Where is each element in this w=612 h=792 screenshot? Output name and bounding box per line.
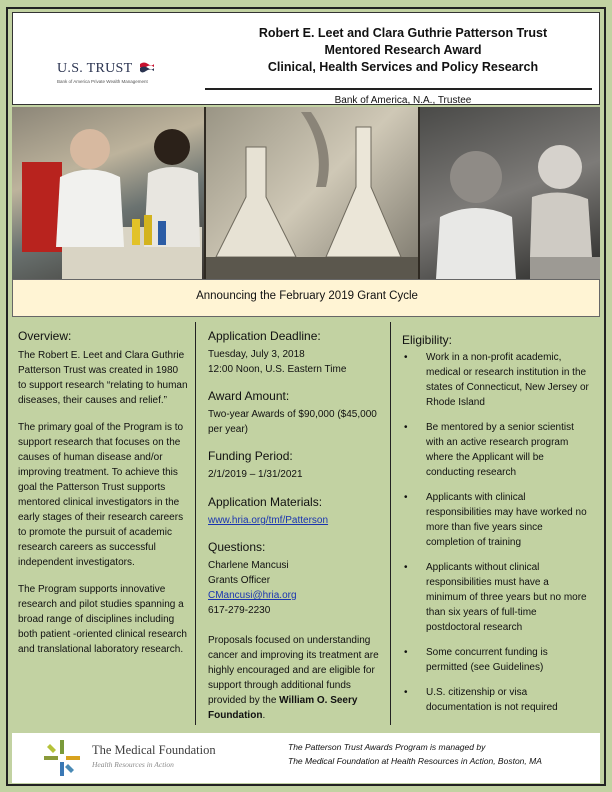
questions-heading: Questions: — [208, 540, 266, 554]
banner-text: Announcing the February 2019 Grant Cycle — [196, 290, 418, 302]
trustee-line: Bank of America, N.A., Trustee — [334, 95, 472, 106]
funding-text: 2/1/2019 – 1/31/2021 — [208, 469, 303, 480]
announcement-banner — [12, 279, 600, 317]
column-divider-1 — [195, 322, 196, 725]
eligibility-list — [402, 350, 592, 715]
focus-text: Proposals focused on understanding cancer and improving its treatment are highly encouraged and are eligible for support through additional funds provided by the — [208, 635, 379, 706]
eligibility-item-text: U.S. citizenship or visa documentation is not required — [426, 687, 558, 713]
clinician-child-photo — [420, 107, 600, 279]
eligibility-item — [402, 420, 592, 480]
eligibility-column — [402, 332, 592, 725]
contact-name: Charlene Mancusi — [208, 560, 289, 571]
deadline-time: 12:00 Noon, U.S. Eastern Time — [208, 364, 347, 375]
bullet-icon: • — [404, 647, 408, 658]
footer — [12, 733, 600, 783]
eligibility-item-text: Applicants with clinical responsibilities may have worked no more than five years since completion of training — [426, 492, 587, 548]
page-title — [203, 25, 603, 76]
us-trust-logo — [43, 51, 165, 91]
contact-title: Grants Officer — [208, 575, 271, 586]
focus-paragraph — [208, 633, 384, 723]
overview-heading: Overview: — [18, 329, 72, 343]
us-trust-flag-icon — [139, 61, 155, 75]
logo-subtitle: Bank of America Private Wealth Management — [57, 79, 148, 84]
title-line-2: Mentored Research Award — [324, 43, 482, 57]
eligibility-item-text: Some concurrent funding is permitted (see Guidelines) — [426, 647, 548, 673]
contact-email-link[interactable]: CMancusi@hria.org — [208, 590, 297, 601]
footer-note — [288, 740, 588, 768]
lab-glassware-photo — [206, 107, 418, 279]
header-divider — [205, 88, 592, 90]
eligibility-item — [402, 645, 592, 675]
deadline-date: Tuesday, July 3, 2018 — [208, 349, 305, 360]
eligibility-item — [402, 350, 592, 410]
header — [12, 12, 600, 105]
award-text: Two-year Awards of $90,000 ($45,000 per year) — [208, 409, 377, 435]
seery-foundation: William O. Seery Foundation — [208, 695, 358, 721]
photo-strip — [12, 107, 600, 279]
lab-researchers-photo — [12, 107, 204, 279]
materials-link[interactable]: www.hria.org/tmf/Patterson — [208, 515, 329, 526]
details-column — [208, 328, 384, 723]
funding-heading: Funding Period: — [208, 449, 293, 463]
award-heading: Award Amount: — [208, 389, 290, 403]
bullet-icon: • — [404, 352, 408, 363]
overview-column — [18, 328, 188, 657]
eligibility-item-text: Work in a non-profit academic, medical or research institution in the states of Connecticut, New Jersey or Rhode Island — [426, 352, 589, 408]
footer-note-line-2: The Medical Foundation at Health Resources in Action, Boston, MA — [288, 756, 542, 766]
eligibility-item — [402, 685, 592, 715]
eligibility-item — [402, 490, 592, 550]
logo-text: U.S. TRUST — [57, 61, 133, 76]
contact-phone: 617-279-2230 — [208, 605, 271, 616]
medical-foundation-logo-icon — [42, 738, 82, 778]
footer-note-line-1: The Patterson Trust Awards Program is managed by — [288, 742, 486, 752]
eligibility-item — [402, 560, 592, 635]
footer-org-subtitle: Health Resources in Action — [92, 760, 174, 769]
bullet-icon: • — [404, 687, 408, 698]
overview-paragraph-3: The Program supports innovative research and pilot studies spanning a broad range of disciplines including both patient -oriented clinical research and translational laboratory research. — [18, 584, 187, 655]
bullet-icon: • — [404, 492, 408, 503]
focus-end: . — [262, 710, 266, 721]
bullet-icon: • — [404, 562, 408, 573]
materials-heading: Application Materials: — [208, 495, 323, 509]
deadline-heading: Application Deadline: — [208, 329, 321, 343]
footer-org-name: The Medical Foundation — [92, 743, 216, 757]
column-divider-2 — [390, 322, 391, 725]
eligibility-heading: Eligibility: — [402, 333, 453, 347]
overview-paragraph-1: The Robert E. Leet and Clara Guthrie Patterson Trust was created in 1980 to support research “relating to human diseases, their causes and relief.” — [18, 350, 188, 406]
title-line-3: Clinical, Health Services and Policy Research — [267, 60, 539, 74]
eligibility-item-text: Applicants without clinical responsibilities must have a minimum of three years but no more than six years of full-time postdoctoral research — [426, 562, 587, 633]
bullet-icon: • — [404, 422, 408, 433]
title-line-1: Robert E. Leet and Clara Guthrie Patterson Trust — [258, 26, 548, 40]
overview-paragraph-2: The primary goal of the Program is to support research that focuses on the causes of human disease and/or improving treatment. To achieve this goal the Patterson Trust supports mentored clinical investigators in the early stages of their research careers to promote the pursuit of academic research careers as successful independent investigators. — [18, 422, 184, 568]
eligibility-item-text: Be mentored by a senior scientist with an active research program where the Applicant will be conducting research — [426, 422, 574, 478]
